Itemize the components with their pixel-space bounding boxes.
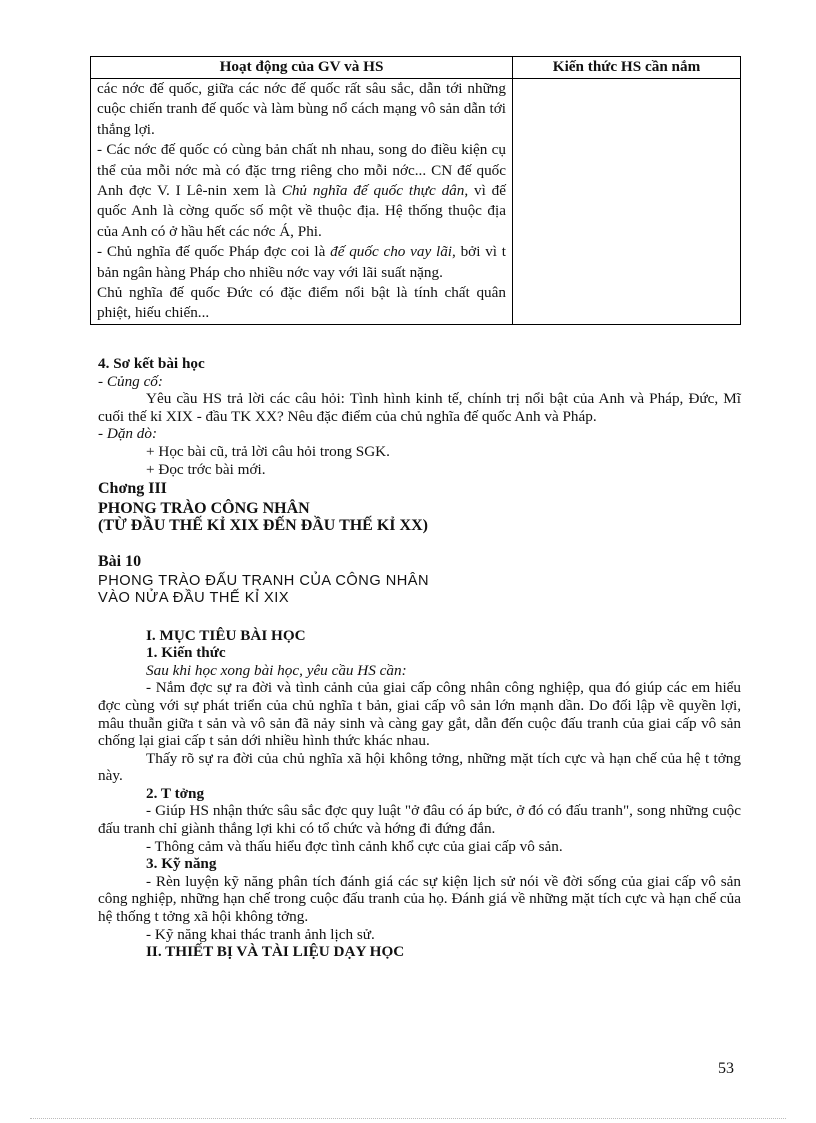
intro-line: Sau khi học xong bài học, yêu cầu HS cần: bbox=[146, 661, 407, 679]
lesson-label: Bài 10 bbox=[98, 552, 142, 570]
header-knowledge: Kiến thức HS cần nắm bbox=[513, 57, 741, 79]
table-paragraph: Chủ nghĩa đế quốc Đức có đặc điểm nổi bật là tính chất quân phiệt, hiếu chiến... bbox=[97, 284, 506, 322]
activities-cell bbox=[91, 79, 513, 325]
footer-divider bbox=[30, 1118, 786, 1119]
section-heading: 4. Sơ kết bài học bbox=[98, 355, 205, 372]
table-paragraph bbox=[97, 242, 506, 283]
paragraph: - Kỹ năng khai thác tranh ảnh lịch sử. bbox=[146, 925, 375, 943]
text-span: - Chủ nghĩa đế quốc Pháp đợc coi là bbox=[97, 243, 326, 261]
paragraph: - Thông cảm và thấu hiểu đợc tình cảnh khổ cực của giai cấp vô sản. bbox=[146, 837, 563, 855]
page-number: 53 bbox=[718, 1060, 734, 1077]
section-heading: I. MỤC TIÊU BÀI HỌC bbox=[146, 626, 306, 644]
text-span: , bởi vì t bản ngân hàng Pháp cho nhiều nớc vay với lãi suất nặng. bbox=[97, 243, 506, 281]
chapter-title: PHONG TRÀO CÔNG NHÂN bbox=[98, 499, 310, 517]
knowledge-cell bbox=[513, 79, 741, 325]
activity-table bbox=[90, 56, 741, 325]
subsection-label: - Củng cố: bbox=[98, 372, 163, 390]
italic-term: đế quốc cho vay lãi bbox=[330, 243, 453, 261]
subsection-heading: 2. T tởng bbox=[146, 784, 205, 802]
list-item: + Học bài cũ, trả lời câu hỏi trong SGK. bbox=[146, 442, 390, 460]
table-paragraph bbox=[97, 140, 506, 242]
lesson-title: VÀO NỬA ĐẦU THẾ KỈ XIX bbox=[98, 589, 290, 606]
paragraph: - Giúp HS nhận thức sâu sắc đợc quy luật "ở đâu có áp bức, ở đó có đấu tranh", song những cuộc đấu tranh chỉ giành thắng lợi khi có tổ chức và hớng đi đứng đắn. bbox=[98, 802, 741, 838]
list-item: + Đọc trớc bài mới. bbox=[146, 460, 266, 478]
paragraph: - Nắm đợc sự ra đời và tình cảnh của giai cấp công nhân công nghiệp, qua đó giúp các em hiểu đợc cùng với sự phát triển của chủ nghĩa t bản, giai cấp vô sản lớn mạnh dần. Do đối lập về quyền lợi, mâu thuẫn giữa t sản và vô sản đã nảy sinh và càng gay gắt, dẫn đến cuộc đấu tranh của giai cấp vô sản chống lại giai cấp t sản dới nhiều hình thức khác nhau. bbox=[98, 679, 741, 750]
table-header-row bbox=[91, 57, 741, 79]
text-span: , vì đế quốc Anh là cờng quốc số một về thuộc địa. Hệ thống thuộc địa của Anh có ở hầu hết các nớc Á, Phi. bbox=[97, 182, 507, 240]
section-heading: II. THIẾT BỊ VÀ TÀI LIỆU DẠY HỌC bbox=[146, 943, 405, 961]
table-paragraph: các nớc đế quốc, giữa các nớc đế quốc rất sâu sắc, dẫn tới những cuộc chiến tranh đế quốc và làm bùng nổ cách mạng vô sản dẫn tới thắng lợi. bbox=[97, 80, 506, 138]
body-text bbox=[98, 355, 741, 961]
chapter-label: Chơng III bbox=[98, 480, 167, 498]
lesson-title: PHONG TRÀO ĐẤU TRANH CỦA CÔNG NHÂN bbox=[98, 572, 430, 589]
subsection-heading: 1. Kiến thức bbox=[146, 644, 226, 662]
subsection-heading: 3. Kỹ năng bbox=[146, 855, 217, 873]
paragraph: Yêu cầu HS trả lời các câu hỏi: Tình hình kinh tế, chính trị nổi bật của Anh và Pháp, Đức, Mĩ cuối thế kỉ XIX - đầu TK XX? Nêu đặc điểm của chủ nghĩa đế quốc Anh và Pháp. bbox=[98, 390, 741, 425]
paragraph: - Rèn luyện kỹ năng phân tích đánh giá các sự kiện lịch sử nói về đời sống của giai cấp vô sản công nghiệp, những hạn chế trong cuộc đấu tranh của họ. Đánh giá về những mặt tích cực và hạn chế của hệ thống t tởng xã hội không tởng. bbox=[98, 872, 741, 926]
chapter-title: (TỪ ĐẦU THẾ KỈ XIX ĐẾN ĐẦU THẾ KỈ XX) bbox=[98, 517, 428, 535]
subsection-label: - Dặn dò: bbox=[98, 425, 158, 443]
text-span: - Các nớc đế quốc có cùng bản chất nh nhau, song do điều kiện cụ thể của mỗi nớc mà có đặc trng riêng cho mỗi nớc... CN đế quốc Anh đợc V. I Lê-nin xem là bbox=[97, 141, 506, 200]
table-row bbox=[91, 79, 741, 325]
header-activities: Hoạt động của GV và HS bbox=[91, 57, 513, 79]
italic-term: Chủ nghĩa đế quốc thực dân bbox=[281, 182, 465, 200]
paragraph: Thấy rõ sự ra đời của chủ nghĩa xã hội không tởng, những mặt tích cực và hạn chế của hệ t tởng này. bbox=[98, 749, 741, 785]
